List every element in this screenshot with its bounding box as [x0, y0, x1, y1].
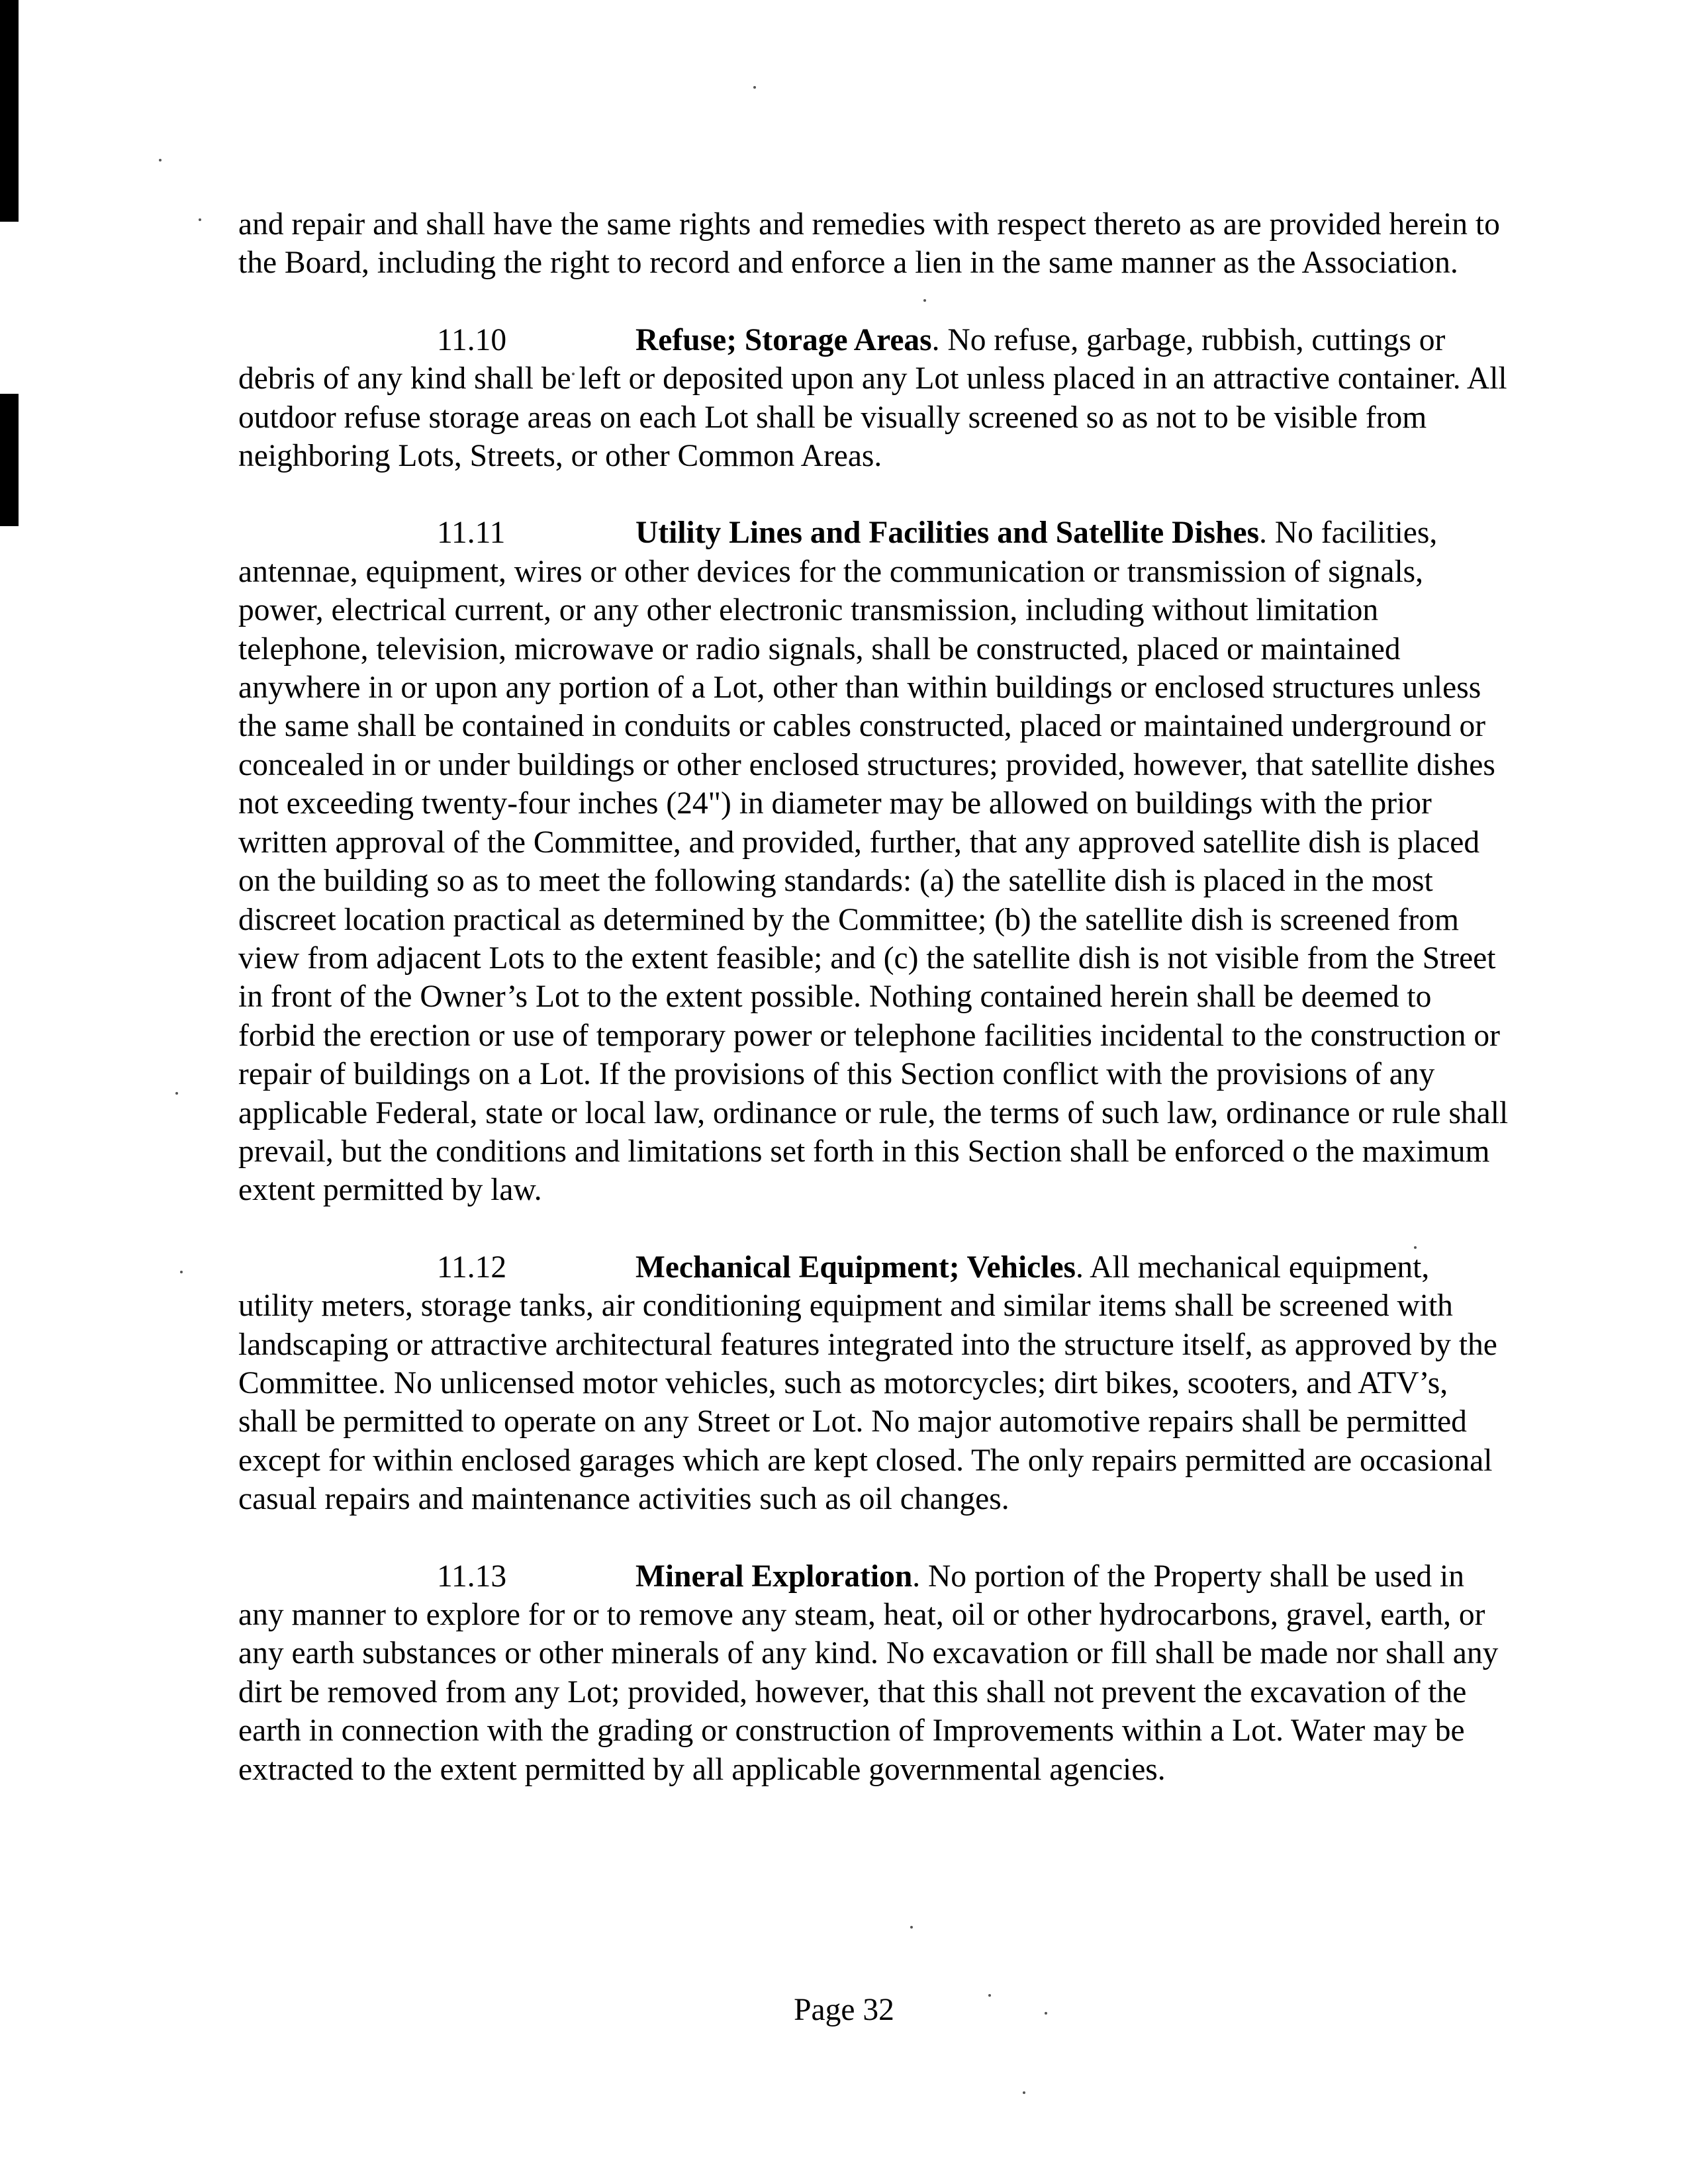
- intro-paragraph: and repair and shall have the same rights and remedies with respect thereto as are provided herein to the Board, including the right to record and enforce a lien in the same manner as the Association.: [238, 207, 1500, 281]
- section-text: No facilities, antennae, equipment, wires or other devices for the communication or transmission of signals, power, electrical current, or any other electronic transmission, including without limitation telephone, television, microwave or radio signals, shall be constructed, placed or maintained anywhere in or upon any portion of a Lot, other than within buildings or enclosed structures unless the same shall be contained in conduits or cables constructed, placed or maintained underground or concealed in or under buildings or other enclosed structures; provided, however, that satellite dishes not exceeding twenty-four inches (24") in diameter may be allowed on buildings with the prior written approval of the Committee, and provided, further, that any approved satellite dish is placed on the building so as to meet the following standards: (a) the satellite dish is placed in the most discreet location practical as determined by the Committee; (b) the satellite dish is screened from view from adjacent Lots to the extent feasible; and (c) the satellite dish is not visible from the Street in front of the Owner’s Lot to the extent possible. Nothing contained herein shall be deemed to forbid the erection or use of temporary power or telephone facilities incidental to the construction or repair of buildings on a Lot. If the provisions of this Section conflict with the provisions of any applicable Federal, state or local law, ordinance or rule, the terms of such law, ordinance or rule shall prevail, but the conditions and limitations set forth in this Section shall be enforced o the maximum extent permitted by law.: [238, 516, 1509, 1208]
- section-11-12: 11.12 Mechanical Equipment; Vehicles. All mechanical equipment, utility meters, storage tanks, air conditioning equipment and similar items shall be screened with landscaping or attractive architectural features integrated into the structure itself, as approved by the Committee. No unlicensed motor vehicles, such as motorcycles; dirt bikes, scooters, and ATV’s, shall be permitted to operate on any Street or Lot. No major automotive repairs shall be permitted except for within enclosed garages which are kept closed. The only repairs permitted are occasional casual repairs and maintenance activities such as oil changes.: [238, 1248, 1509, 1519]
- scan-speck: [199, 218, 201, 221]
- section-text: All mechanical equipment, utility meters, storage tanks, air conditioning equipment and similar items shall be screened with landscaping or attractive architectural features integrated into the structure itself, as approved by the Committee. No unlicensed motor vehicles, such as motorcycles; dirt bikes, scooters, and ATV’s, shall be permitted to operate on any Street or Lot. No major automotive repairs shall be permitted except for within enclosed garages which are kept closed. The only repairs permitted are occasional casual repairs and maintenance activities such as oil changes.: [238, 1250, 1497, 1517]
- section-number: 11.11: [437, 516, 506, 551]
- section-number: 11.12: [437, 1250, 507, 1285]
- scan-speck: [159, 159, 162, 161]
- scan-speck: [175, 1092, 178, 1095]
- scan-speck: [753, 86, 756, 89]
- scan-speck: [1023, 2091, 1025, 2094]
- section-title: Utility Lines and Facilities and Satellite Dishes: [635, 516, 1260, 551]
- section-title: Mineral Exploration: [635, 1559, 913, 1594]
- section-number: 11.10: [437, 322, 507, 357]
- section-11-11: 11.11 Utility Lines and Facilities and Satellite Dishes. No facilities, antennae, equipment, wires or other devices for the communication or transmission of signals, power, electrical current, or any other electronic transmission, including without limitation telephone, television, microwave or radio signals, shall be constructed, placed or maintained anywhere in or upon any portion of a Lot, other than within buildings or enclosed structures unless the same shall be contained in conduits or cables constructed, placed or maintained underground or concealed in or under buildings or other enclosed structures; provided, however, that satellite dishes not exceeding twenty-four inches (24") in diameter may be allowed on buildings with the prior written approval of the Committee, and provided, further, that any approved satellite dish is placed on the building so as to meet the following standards: (a) the satellite dish is placed in the most discreet location practical as determined by the Committee; (b) the satellite dish is screened from view from adjacent Lots to the extent feasible; and (c) the satellite dish is not visible from the Street in front of the Owner’s Lot to the extent possible. Nothing contained herein shall be deemed to forbid the erection or use of temporary power or telephone facilities incidental to the construction or repair of buildings on a Lot. If the provisions of this Section conflict with the provisions of any applicable Federal, state or local law, ordinance or rule, the terms of such law, ordinance or rule shall prevail, but the conditions and limitations set forth in this Section shall be enforced o the maximum extent permitted by law.: [238, 514, 1509, 1209]
- section-title: Mechanical Equipment; Vehicles: [635, 1250, 1076, 1285]
- scan-speck: [910, 1926, 913, 1929]
- section-11-10: 11.10 Refuse; Storage Areas. No refuse, garbage, rubbish, cuttings or debris of any kind shall be left or deposited upon any Lot unless placed in an attractive container. All outdoor refuse storage areas on each Lot shall be visually screened so as not to be visible from neighboring Lots, Streets, or other Common Areas.: [238, 321, 1509, 476]
- scan-edge-mark-middle: [0, 394, 19, 526]
- section-number: 11.13: [437, 1559, 507, 1594]
- document-body: [238, 205, 1509, 1827]
- scan-speck: [180, 1271, 183, 1273]
- page-number: Page 32: [794, 1993, 894, 2027]
- section-11-13: 11.13 Mineral Exploration. No portion of the Property shall be used in any manner to explore for or to remove any steam, heat, oil or other hydrocarbons, gravel, earth, or any earth substances or other minerals of any kind. No excavation or fill shall be made nor shall any dirt be removed from any Lot; provided, however, that this shall not prevent the excavation of the earth in connection with the grading or construction of Improvements within a Lot. Water may be extracted to the extent permitted by all applicable governmental agencies.: [238, 1557, 1509, 1789]
- section-text: No refuse, garbage, rubbish, cuttings or debris of any kind shall be left or deposited upon any Lot unless placed in an attractive container. All outdoor refuse storage areas on each Lot shall be visually screened so as not to be visible from neighboring Lots, Streets, or other Common Areas.: [238, 322, 1507, 474]
- section-text: No portion of the Property shall be used in any manner to explore for or to remove any steam, heat, oil or other hydrocarbons, gravel, earth, or any earth substances or other minerals of any kind. No excavation or fill shall be made nor shall any dirt be removed from any Lot; provided, however, that this shall not prevent the excavation of the earth in connection with the grading or construction of Improvements within a Lot. Water may be extracted to the extent permitted by all applicable governmental agencies.: [238, 1559, 1499, 1787]
- section-title: Refuse; Storage Areas: [635, 322, 932, 357]
- scan-edge-mark-top: [0, 0, 19, 222]
